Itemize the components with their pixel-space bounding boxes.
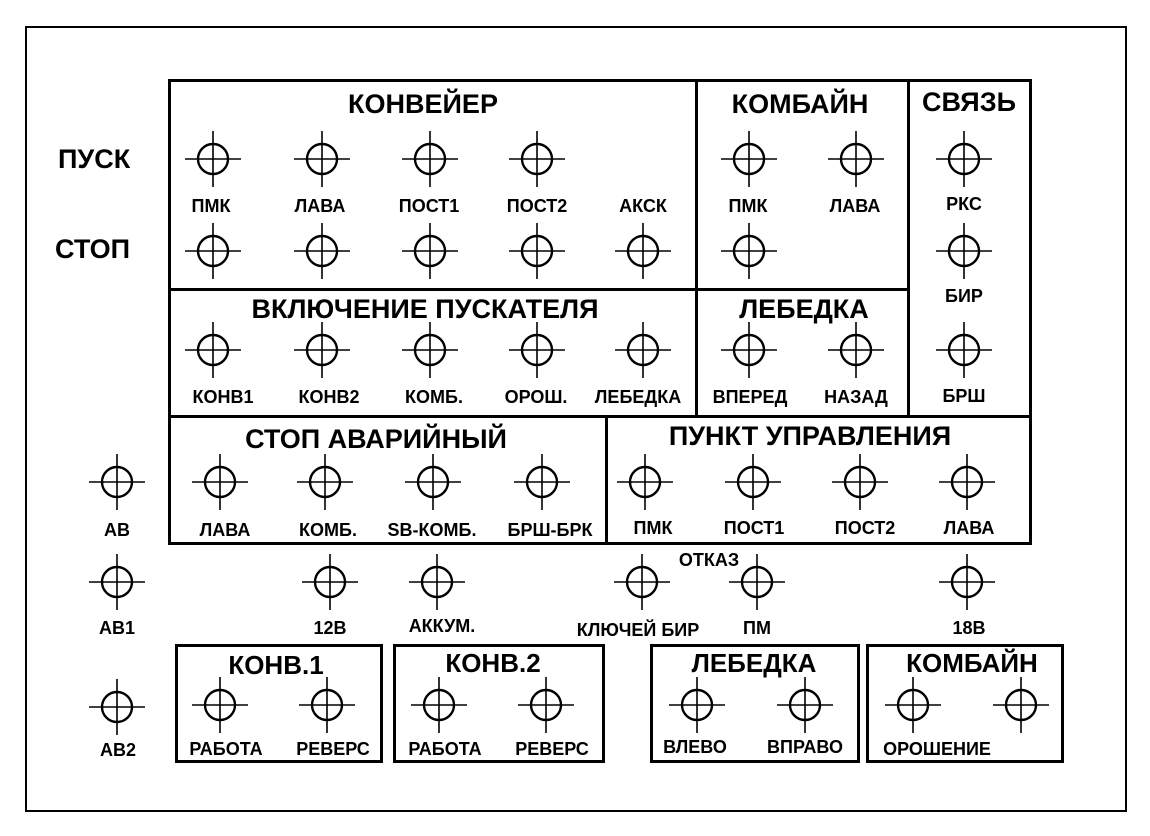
vklyuchenie-label: КОНВ1 bbox=[192, 387, 254, 407]
crosshair-indicator-icon[interactable] bbox=[729, 554, 785, 610]
vklyuchenie-label: ЛЕБЕДКА bbox=[594, 387, 682, 407]
lebedka-label: ВПЕРЕД bbox=[712, 387, 788, 407]
crosshair-indicator-icon[interactable] bbox=[615, 223, 671, 279]
crosshair-indicator-icon[interactable] bbox=[185, 131, 241, 187]
crosshair-indicator-icon[interactable] bbox=[993, 677, 1049, 733]
crosshair-indicator-icon[interactable] bbox=[777, 677, 833, 733]
svyaz-label: БРШ bbox=[942, 386, 986, 406]
crosshair-indicator-icon[interactable] bbox=[402, 131, 458, 187]
pusk-row-label: ПУСК bbox=[58, 144, 131, 174]
crosshair-indicator-icon[interactable] bbox=[299, 677, 355, 733]
crosshair-indicator-icon[interactable] bbox=[617, 454, 673, 510]
breaker-label: АВ1 bbox=[98, 618, 136, 638]
lebedka-bottom-label: ВПРАВО bbox=[767, 737, 843, 757]
crosshair-indicator-icon[interactable] bbox=[185, 223, 241, 279]
crosshair-indicator-icon[interactable] bbox=[721, 223, 777, 279]
breaker-label: АВ bbox=[104, 520, 130, 540]
crosshair-indicator-icon[interactable] bbox=[509, 322, 565, 378]
stop-avariyny-label: ЛАВА bbox=[199, 520, 251, 540]
crosshair-indicator-icon[interactable] bbox=[828, 322, 884, 378]
svyaz-label: РКС bbox=[946, 194, 982, 214]
crosshair-indicator-icon[interactable] bbox=[302, 554, 358, 610]
crosshair-indicator-icon[interactable] bbox=[828, 131, 884, 187]
konv2-label: РЕВЕРС bbox=[515, 739, 589, 759]
kombain-label: ПМК bbox=[728, 196, 768, 216]
vklyuchenie-label: ОРОШ. bbox=[504, 387, 568, 407]
konveyer-label: АКСК bbox=[619, 196, 667, 216]
otkaz-label: ОТКАЗ bbox=[678, 550, 740, 570]
punkt-upravleniya-title: ПУНКТ УПРАВЛЕНИЯ bbox=[668, 421, 952, 451]
crosshair-indicator-icon[interactable] bbox=[939, 454, 995, 510]
crosshair-indicator-icon[interactable] bbox=[89, 554, 145, 610]
vklyuchenie-title: ВКЛЮЧЕНИЕ ПУСКАТЕЛЯ bbox=[251, 294, 599, 324]
klyuchei-bir-label: КЛЮЧЕЙ БИР bbox=[576, 620, 700, 640]
svyaz-title: СВЯЗЬ bbox=[921, 87, 1017, 117]
kombain-label: ЛАВА bbox=[829, 196, 881, 216]
crosshair-indicator-icon[interactable] bbox=[518, 677, 574, 733]
punkt-label: ПОСТ1 bbox=[723, 518, 785, 538]
crosshair-indicator-icon[interactable] bbox=[89, 679, 145, 735]
konv2-title: КОНВ.2 bbox=[445, 648, 541, 678]
v12-label: 12В bbox=[313, 618, 347, 638]
pm-label: ПМ bbox=[743, 618, 771, 638]
crosshair-indicator-icon[interactable] bbox=[294, 322, 350, 378]
crosshair-indicator-icon[interactable] bbox=[405, 454, 461, 510]
crosshair-indicator-icon[interactable] bbox=[294, 131, 350, 187]
crosshair-indicator-icon[interactable] bbox=[294, 223, 350, 279]
crosshair-indicator-icon[interactable] bbox=[297, 454, 353, 510]
konv1-title: КОНВ.1 bbox=[228, 650, 324, 680]
crosshair-indicator-icon[interactable] bbox=[936, 322, 992, 378]
crosshair-indicator-icon[interactable] bbox=[514, 454, 570, 510]
punkt-label: ПМК bbox=[633, 518, 673, 538]
kombain-bottom-title: КОМБАЙН bbox=[906, 648, 1038, 678]
konveyer-label: ЛАВА bbox=[294, 196, 346, 216]
breaker-label: АВ2 bbox=[99, 740, 137, 760]
crosshair-indicator-icon[interactable] bbox=[832, 454, 888, 510]
crosshair-indicator-icon[interactable] bbox=[725, 454, 781, 510]
crosshair-indicator-icon[interactable] bbox=[402, 322, 458, 378]
crosshair-indicator-icon[interactable] bbox=[402, 223, 458, 279]
crosshair-indicator-icon[interactable] bbox=[411, 677, 467, 733]
crosshair-indicator-icon[interactable] bbox=[509, 131, 565, 187]
crosshair-indicator-icon[interactable] bbox=[409, 554, 465, 610]
crosshair-indicator-icon[interactable] bbox=[936, 223, 992, 279]
crosshair-indicator-icon[interactable] bbox=[721, 131, 777, 187]
crosshair-indicator-icon[interactable] bbox=[509, 223, 565, 279]
stop-row-label: СТОП bbox=[55, 234, 131, 264]
crosshair-indicator-icon[interactable] bbox=[614, 554, 670, 610]
lebedka-bottom-title: ЛЕБЕДКА bbox=[691, 648, 817, 678]
crosshair-indicator-icon[interactable] bbox=[89, 454, 145, 510]
konveyer-label: ПМК bbox=[191, 196, 231, 216]
vklyuchenie-label: КОМБ. bbox=[405, 387, 463, 407]
lebedka-title: ЛЕБЕДКА bbox=[739, 294, 869, 324]
akkum-label: АККУМ. bbox=[408, 616, 476, 636]
stop-avariyny-title: СТОП АВАРИЙНЫЙ bbox=[245, 424, 507, 454]
konveyer-label: ПОСТ2 bbox=[506, 196, 568, 216]
konv1-label: РАБОТА bbox=[189, 739, 263, 759]
v18-label: 18В bbox=[952, 618, 986, 638]
lebedka-label: НАЗАД bbox=[824, 387, 888, 407]
konv2-label: РАБОТА bbox=[408, 739, 482, 759]
crosshair-indicator-icon[interactable] bbox=[669, 677, 725, 733]
crosshair-indicator-icon[interactable] bbox=[192, 677, 248, 733]
crosshair-indicator-icon[interactable] bbox=[185, 322, 241, 378]
vklyuchenie-label: КОНВ2 bbox=[298, 387, 360, 407]
kombain-bottom-label: ОРОШЕНИЕ bbox=[883, 739, 991, 759]
svyaz-label: БИР bbox=[945, 286, 983, 306]
lebedka-bottom-label: ВЛЕВО bbox=[663, 737, 727, 757]
konveyer-label: ПОСТ1 bbox=[398, 196, 460, 216]
crosshair-indicator-icon[interactable] bbox=[192, 454, 248, 510]
kombain-title: КОМБАЙН bbox=[731, 89, 869, 119]
stop-avariyny-label: SB-КОМБ. bbox=[387, 520, 477, 540]
punkt-label: ЛАВА bbox=[943, 518, 995, 538]
crosshair-indicator-icon[interactable] bbox=[885, 677, 941, 733]
konv1-label: РЕВЕРС bbox=[296, 739, 370, 759]
punkt-label: ПОСТ2 bbox=[834, 518, 896, 538]
crosshair-indicator-icon[interactable] bbox=[939, 554, 995, 610]
crosshair-indicator-icon[interactable] bbox=[721, 322, 777, 378]
konveyer-title: КОНВЕЙЕР bbox=[348, 89, 498, 119]
stop-avariyny-label: БРШ-БРК bbox=[507, 520, 593, 540]
stop-avariyny-label: КОМБ. bbox=[299, 520, 357, 540]
crosshair-indicator-icon[interactable] bbox=[615, 322, 671, 378]
crosshair-indicator-icon[interactable] bbox=[936, 131, 992, 187]
